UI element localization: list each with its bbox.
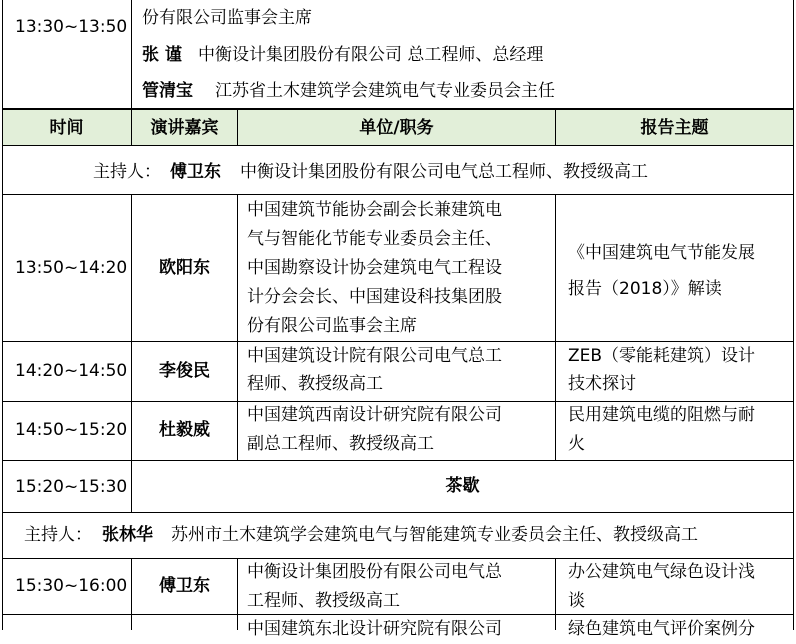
row-unit-line: 气与智能化节能专业委员会主任、 [247, 229, 502, 249]
row-topic-line: 火 [568, 434, 585, 454]
row-topic-line: ZEB（零能耗建筑）设计 [568, 346, 756, 366]
header-speaker: 演讲嘉宾 [150, 118, 219, 138]
border-v [555, 194, 556, 460]
row-time: 13:50~14:20 [15, 258, 128, 278]
header-unit: 单位/职务 [359, 118, 434, 138]
row-topic-line: 报告（2018）》解读 [568, 279, 722, 299]
host1-org: 中衡设计集团股份有限公司电气总工程师、教授级高工 [240, 162, 648, 182]
border-v [555, 558, 556, 630]
top-line3-name: 管清宝 [142, 81, 193, 101]
row-speaker: 李俊民 [159, 361, 210, 381]
host1-name: 傅卫东 [170, 162, 221, 182]
top-line3-org: 江苏省土木建筑学会建筑电气专业委员会主任 [215, 81, 555, 101]
row-unit-line: 副总工程师、教授级高工 [247, 434, 434, 454]
border-v [237, 194, 238, 460]
row-unit-line: 中国勘察设计协会建筑电气工程设 [247, 258, 502, 278]
row-unit-line: 中国建筑东北设计研究院有限公司 [247, 619, 502, 639]
row-speaker: 杜毅威 [159, 420, 210, 440]
header-time: 时间 [49, 118, 84, 138]
row-unit-line: 中国建筑西南设计研究院有限公司 [247, 405, 502, 425]
host2-name: 张林华 [102, 525, 153, 545]
border-h [2, 512, 794, 513]
row-unit-line: 中国建筑设计院有限公司电气总工 [247, 346, 502, 366]
top-line1: 份有限公司监事会主席 [142, 8, 312, 28]
row-topic-line: 《中国建筑电气节能发展 [568, 243, 755, 263]
host2-label: 主持人： [24, 525, 92, 545]
row-unit-line: 程师、教授级高工 [247, 374, 383, 394]
border-v [131, 0, 132, 110]
row-topic-line: 谈 [568, 591, 585, 611]
border-h [2, 460, 794, 461]
row-topic-line: 绿色建筑电气评价案例分 [568, 619, 755, 639]
row-time: 15:30~16:00 [15, 576, 128, 596]
row-topic-line: 技术探讨 [568, 374, 636, 394]
host1-label: 主持人： [93, 162, 161, 182]
top-time: 13:30~13:50 [15, 17, 128, 37]
row-topic-line: 民用建筑电缆的阻燃与耐 [568, 405, 755, 425]
row-unit-line: 工程师、教授级高工 [247, 591, 400, 611]
row-time: 14:50~15:20 [15, 420, 128, 440]
row-unit-line: 中衡设计集团股份有限公司电气总 [247, 562, 502, 582]
header-topic: 报告主题 [640, 118, 709, 138]
break-time: 15:20~15:30 [15, 477, 128, 497]
row-unit-line: 份有限公司监事会主席 [247, 316, 417, 336]
row-unit-line: 计分会会长、中国建设科技集团股 [247, 287, 502, 307]
border-h [2, 145, 794, 146]
row-time: 14:20~14:50 [15, 361, 128, 381]
top-line2-name: 张 谨 [142, 45, 182, 65]
row-speaker: 欧阳东 [159, 258, 210, 278]
top-line2-org: 中衡设计集团股份有限公司 总工程师、总经理 [198, 45, 544, 65]
border-v [793, 0, 794, 630]
border-h [2, 108, 794, 110]
row-topic-line: 办公建筑电气绿色设计浅 [568, 562, 755, 582]
row-unit-line: 中国建筑节能协会副会长兼建筑电 [247, 200, 502, 220]
host2-org: 苏州市土木建筑学会建筑电气与智能建筑专业委员会主任、教授级高工 [171, 525, 698, 545]
border-v [2, 0, 3, 630]
break-label: 茶歇 [445, 476, 480, 496]
row-speaker: 傅卫东 [159, 576, 210, 596]
border-v [237, 558, 238, 630]
